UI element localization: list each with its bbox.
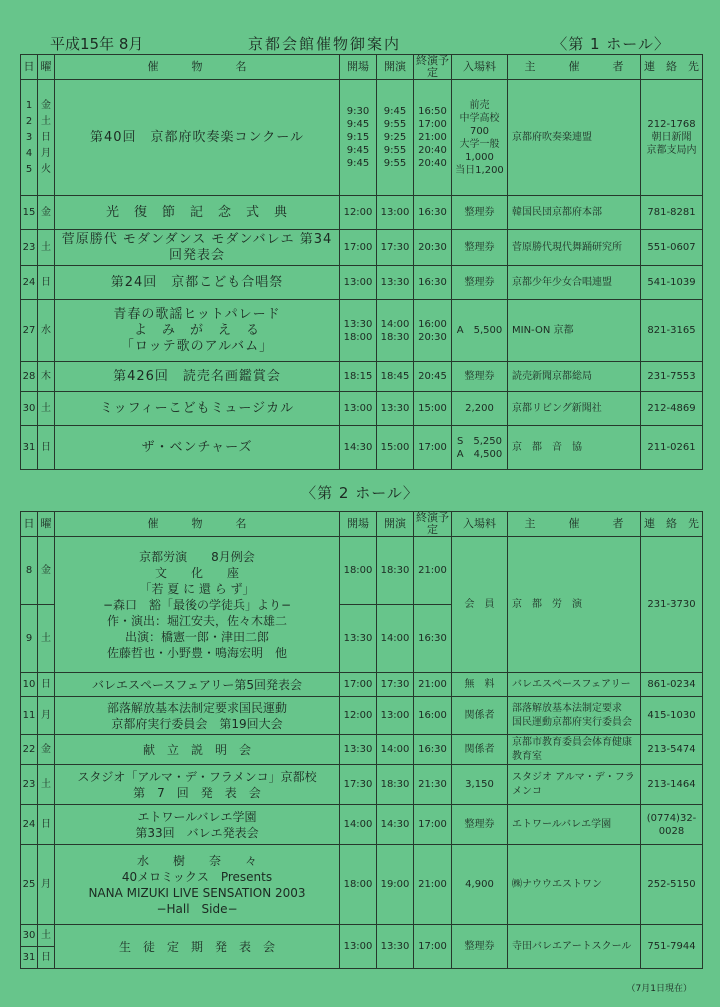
open-time-cell-line: 9:15 <box>346 132 370 143</box>
table-row <box>21 230 703 266</box>
organizer-cell: 京都少年少女合唱連盟 <box>508 266 641 300</box>
fee-cell: 整理券 <box>452 266 508 300</box>
day-cell-line: 3 <box>25 131 33 143</box>
day-cell: 15 <box>21 196 38 230</box>
fee-cell: 整理券 <box>452 362 508 392</box>
contact-cell <box>641 80 703 196</box>
contact-cell: 212-4869 <box>641 392 703 426</box>
end-time-cell-line: 17:00 <box>418 119 447 130</box>
table-row <box>21 673 703 697</box>
end-time-cell: 16:30 <box>414 605 452 673</box>
day-cell: 10 <box>21 673 38 697</box>
open-time-cell: 18:15 <box>340 362 377 392</box>
open-time-cell: 18:00 <box>340 537 377 605</box>
table-row <box>21 805 703 845</box>
event-name-cell: 第40回 京都府吹奏楽コンクール <box>55 80 340 196</box>
column-header: 連 絡 先 <box>641 512 703 537</box>
organizer-cell: 京 都 音 協 <box>508 426 641 470</box>
event-name-cell: 献 立 説 明 会 <box>55 735 340 765</box>
open-time-cell: 14:00 <box>340 805 377 845</box>
start-time-cell: 13:30 <box>377 392 414 426</box>
event-name-cell-line: エトワールバレエ学園 <box>137 809 257 824</box>
open-time-cell: 13:30 <box>340 735 377 765</box>
contact-cell-line: 朝日新聞 <box>651 132 692 143</box>
event-name-cell-line: 40メロミックス Presents <box>121 869 273 884</box>
organizer-cell: スタジオ アルマ・デ・フラメンコ <box>508 765 641 805</box>
event-name-cell-line: 京都労演 8月例会 <box>139 549 255 564</box>
start-time-cell: 14:30 <box>377 805 414 845</box>
day-cell: 22 <box>21 735 38 765</box>
open-time-cell: 17:30 <box>340 765 377 805</box>
hall1-table <box>20 54 703 470</box>
start-time-cell: 13:00 <box>377 697 414 735</box>
column-header: 終演予定 <box>414 512 452 537</box>
fee-cell <box>452 80 508 196</box>
table-row <box>21 537 703 605</box>
event-name-cell-line: 青春の歌謡ヒットパレード <box>113 306 281 322</box>
open-time-cell <box>340 80 377 196</box>
organizer-cell: MIN-ON 京都 <box>508 300 641 362</box>
event-name-cell-line: NANA MIZUKI LIVE SENSATION 2003 <box>88 885 306 900</box>
start-time-cell: 17:30 <box>377 673 414 697</box>
table-row <box>21 362 703 392</box>
day-cell: 30 <box>21 925 38 947</box>
event-name-cell-line: よ み が え る <box>133 322 260 338</box>
fee-cell-line: S 5,250 <box>457 435 502 447</box>
end-time-cell: 16:30 <box>414 196 452 230</box>
fee-cell: 整理券 <box>452 230 508 266</box>
open-time-cell: 12:00 <box>340 196 377 230</box>
weekday-cell-line: 火 <box>41 163 51 175</box>
day-cell: 30 <box>21 392 38 426</box>
column-header: 連 絡 先 <box>641 55 703 80</box>
organizer-cell-line: 部落解放基本法制定要求 <box>512 702 622 714</box>
open-time-cell <box>340 300 377 362</box>
organizer-cell: 韓国民団京都府本部 <box>508 196 641 230</box>
event-name-cell <box>55 845 340 925</box>
weekday-cell: 月 <box>38 845 55 925</box>
fee-cell-line: 中学高校 700 <box>459 112 510 137</box>
open-time-cell-line: 9:45 <box>346 158 370 169</box>
table-row <box>21 196 703 230</box>
start-time-cell-line: 9:55 <box>383 145 407 156</box>
weekday-cell: 金 <box>38 537 55 605</box>
open-time-cell-line: 18:00 <box>343 331 373 343</box>
table-row <box>21 765 703 805</box>
contact-cell-line: 京都支局内 <box>646 145 697 156</box>
organizer-cell <box>508 697 641 735</box>
event-name-cell: 第426回 読売名画鑑賞会 <box>55 362 340 392</box>
page-title: 京都会館催物御案内 <box>248 35 402 53</box>
fee-cell: 4,900 <box>452 845 508 925</box>
organizer-cell: バレエスペースフェアリー <box>508 673 641 697</box>
end-time-cell-line: 16:50 <box>418 106 447 117</box>
contact-cell: 213-1464 <box>641 765 703 805</box>
start-time-cell-line: 9:55 <box>383 158 407 169</box>
start-time-cell: 19:00 <box>377 845 414 925</box>
column-header: 開場 <box>340 512 377 537</box>
column-header: 主 催 者 <box>508 55 641 80</box>
event-name-cell-line: 「若 夏 に 還 ら ず」 <box>139 581 255 596</box>
end-time-cell: 16:30 <box>414 735 452 765</box>
contact-cell: (0774)32-0028 <box>641 805 703 845</box>
event-name-cell-line: 作・演出：堀江安夫，佐々木雄二 <box>106 613 287 628</box>
contact-cell-line: 212-1768 <box>647 119 696 130</box>
day-cell: 31 <box>21 947 38 969</box>
open-time-cell: 13:00 <box>340 925 377 969</box>
table-row <box>21 392 703 426</box>
weekday-cell: 土 <box>38 605 55 673</box>
day-cell: 11 <box>21 697 38 735</box>
day-cell: 27 <box>21 300 38 362</box>
day-cell: 25 <box>21 845 38 925</box>
start-time-cell: 13:30 <box>377 925 414 969</box>
fee-cell: 整理券 <box>452 196 508 230</box>
start-time-cell: 18:45 <box>377 362 414 392</box>
weekday-cell-line: 土 <box>41 115 51 127</box>
event-name-cell: 第24回 京都こども合唱祭 <box>55 266 340 300</box>
contact-cell: 751-7944 <box>641 925 703 969</box>
weekday-cell: 日 <box>38 266 55 300</box>
fee-cell: 2,200 <box>452 392 508 426</box>
open-time-cell: 18:00 <box>340 845 377 925</box>
fee-cell: 整理券 <box>452 925 508 969</box>
open-time-cell: 13:00 <box>340 392 377 426</box>
column-header: 日 <box>21 55 38 80</box>
table-row <box>21 925 703 947</box>
day-cell-line: 4 <box>25 147 33 159</box>
organizer-cell: 京都市教育委員会体育健康教育室 <box>508 735 641 765</box>
fee-cell: A 5,500 <box>452 300 508 362</box>
organizer-cell-line: 国民運動京都府実行委員会 <box>512 716 632 728</box>
table-row <box>21 80 703 196</box>
contact-cell: 781-8281 <box>641 196 703 230</box>
open-time-cell-line: 9:45 <box>346 119 370 130</box>
table-row <box>21 735 703 765</box>
start-time-cell: 14:00 <box>377 605 414 673</box>
event-name-cell-line: 「ロッテ歌のアルバム」 <box>120 338 274 354</box>
end-time-cell-line: 21:00 <box>418 132 447 143</box>
day-cell: 23 <box>21 765 38 805</box>
event-name-cell <box>55 300 340 362</box>
end-time-cell: 21:00 <box>414 673 452 697</box>
end-time-cell: 21:00 <box>414 537 452 605</box>
event-name-cell-line: −森口 豁「最後の学徒兵」より− <box>102 597 292 612</box>
event-name-cell: ミッフィーこどもミュージカル <box>55 392 340 426</box>
column-header: 終演予定 <box>414 55 452 80</box>
start-time-cell: 14:00 <box>377 735 414 765</box>
open-time-cell: 17:00 <box>340 673 377 697</box>
open-time-cell: 14:30 <box>340 426 377 470</box>
weekday-cell: 月 <box>38 697 55 735</box>
organizer-cell: ㈱ナウウエストワン <box>508 845 641 925</box>
day-cell: 9 <box>21 605 38 673</box>
event-name-cell-line: 京都府実行委員会 第19回大会 <box>111 716 283 731</box>
day-cell-line: 1 <box>25 99 33 111</box>
open-time-cell-line: 13:30 <box>343 318 373 330</box>
organizer-cell: 京都府吹奏楽連盟 <box>508 80 641 196</box>
event-name-cell-line: 文 化 座 <box>154 565 239 580</box>
open-time-cell-line: 9:30 <box>346 106 370 117</box>
weekday-cell: 土 <box>38 230 55 266</box>
contact-cell: 231-3730 <box>641 537 703 673</box>
end-time-cell-line: 20:40 <box>418 158 447 169</box>
column-header: 開演 <box>377 55 414 80</box>
column-header: 曜 <box>38 512 55 537</box>
weekday-cell-line: 日 <box>41 131 51 143</box>
event-name-cell-line: 部落解放基本法制定要求国民運動 <box>106 700 287 715</box>
fee-cell-line: 当日1,200 <box>455 164 504 176</box>
fee-cell: 関係者 <box>452 735 508 765</box>
end-time-cell: 21:30 <box>414 765 452 805</box>
open-time-cell: 13:00 <box>340 266 377 300</box>
event-name-cell <box>55 697 340 735</box>
start-time-cell-line: 9:55 <box>383 119 407 130</box>
end-time-cell: 17:00 <box>414 805 452 845</box>
event-name-cell-line: 水 樹 奈 々 <box>136 853 257 868</box>
weekday-cell: 土 <box>38 765 55 805</box>
organizer-cell: 菅原勝代現代舞踊研究所 <box>508 230 641 266</box>
open-time-cell-line: 9:45 <box>346 145 370 156</box>
day-cell <box>21 80 38 196</box>
contact-cell: 861-0234 <box>641 673 703 697</box>
day-cell-line: 2 <box>25 115 33 127</box>
end-time-cell: 15:00 <box>414 392 452 426</box>
start-time-cell: 18:30 <box>377 765 414 805</box>
day-cell: 24 <box>21 805 38 845</box>
event-name-cell: 菅原勝代 モダンダンス モダンバレエ 第34回発表会 <box>55 230 340 266</box>
event-name-cell-line: 第 7 回 発 表 会 <box>133 785 261 800</box>
contact-cell: 541-1039 <box>641 266 703 300</box>
hall2-title: 〈第 2 ホール〉 <box>301 484 419 502</box>
start-time-cell <box>377 300 414 362</box>
day-cell: 28 <box>21 362 38 392</box>
weekday-cell: 水 <box>38 300 55 362</box>
event-name-cell-line: 出演：橋憲一郎・津田二郎 <box>124 629 269 644</box>
open-time-cell: 13:30 <box>340 605 377 673</box>
fee-cell-line: 前売 <box>469 99 490 111</box>
event-name-cell: ザ・ベンチャーズ <box>55 426 340 470</box>
fee-cell-line: A 4,500 <box>456 448 503 460</box>
end-time-cell-line: 16:00 <box>418 318 447 330</box>
fee-cell: 会 員 <box>452 537 508 673</box>
organizer-cell: エトワールバレエ学園 <box>508 805 641 845</box>
hall1-title: 〈第 1 ホール〉 <box>552 35 670 53</box>
table-row <box>21 300 703 362</box>
weekday-cell: 日 <box>38 805 55 845</box>
organizer-cell: 寺田バレエアートスクール <box>508 925 641 969</box>
start-time-cell: 18:30 <box>377 537 414 605</box>
event-name-cell-line: スタジオ「アルマ・デ・フラメンコ」京都校 <box>77 769 317 784</box>
weekday-cell: 日 <box>38 947 55 969</box>
fee-cell: 無 料 <box>452 673 508 697</box>
fee-cell-line: 大学一般1,000 <box>459 138 500 163</box>
contact-cell: 252-5150 <box>641 845 703 925</box>
start-time-cell-line: 18:30 <box>380 331 410 343</box>
table-header <box>21 55 703 80</box>
end-time-cell: 17:00 <box>414 426 452 470</box>
end-time-cell-line: 20:40 <box>418 145 447 156</box>
table-row <box>21 845 703 925</box>
contact-cell: 821-3165 <box>641 300 703 362</box>
weekday-cell-line: 金 <box>41 99 51 111</box>
column-header: 催 物 名 <box>55 55 340 80</box>
column-header: 主 催 者 <box>508 512 641 537</box>
end-time-cell: 21:00 <box>414 845 452 925</box>
day-cell-line: 5 <box>25 163 33 175</box>
contact-cell: 211-0261 <box>641 426 703 470</box>
start-time-cell: 17:30 <box>377 230 414 266</box>
weekday-cell: 木 <box>38 362 55 392</box>
column-header: 日 <box>21 512 38 537</box>
weekday-cell: 日 <box>38 426 55 470</box>
end-time-cell <box>414 300 452 362</box>
start-time-cell-line: 14:00 <box>380 318 410 330</box>
column-header: 催 物 名 <box>55 512 340 537</box>
weekday-cell: 土 <box>38 392 55 426</box>
footer-note: （7月1日現在） <box>626 984 692 994</box>
start-time-cell: 15:00 <box>377 426 414 470</box>
start-time-cell-line: 9:45 <box>383 106 407 117</box>
end-time-cell: 16:30 <box>414 266 452 300</box>
weekday-cell: 土 <box>38 925 55 947</box>
event-name-cell <box>55 805 340 845</box>
day-cell: 8 <box>21 537 38 605</box>
start-time-cell: 13:30 <box>377 266 414 300</box>
column-header: 曜 <box>38 55 55 80</box>
fee-cell <box>452 426 508 470</box>
organizer-cell: 読売新聞京都総局 <box>508 362 641 392</box>
day-cell: 23 <box>21 230 38 266</box>
table-row <box>21 266 703 300</box>
start-time-cell <box>377 80 414 196</box>
column-header: 入場料 <box>452 55 508 80</box>
table-row <box>21 697 703 735</box>
event-name-cell: 光 復 節 記 念 式 典 <box>55 196 340 230</box>
event-name-cell: バレエスペースフェアリー第5回発表会 <box>55 673 340 697</box>
start-time-cell-line: 9:25 <box>383 132 407 143</box>
table-row <box>21 426 703 470</box>
organizer-cell: 京 都 労 演 <box>508 537 641 673</box>
fee-cell: 整理券 <box>452 805 508 845</box>
end-time-cell <box>414 80 452 196</box>
open-time-cell: 12:00 <box>340 697 377 735</box>
end-time-cell: 20:45 <box>414 362 452 392</box>
contact-cell: 213-5474 <box>641 735 703 765</box>
weekday-cell <box>38 80 55 196</box>
contact-cell: 551-0607 <box>641 230 703 266</box>
event-name-cell-line: −Hall Side− <box>156 901 238 916</box>
event-name-cell-line: 第33回 バレエ発表会 <box>135 825 259 840</box>
event-name-cell <box>55 765 340 805</box>
column-header: 入場料 <box>452 512 508 537</box>
weekday-cell: 金 <box>38 735 55 765</box>
event-name-cell <box>55 537 340 673</box>
weekday-cell-line: 月 <box>41 147 51 159</box>
column-header: 開演 <box>377 512 414 537</box>
header-date: 平成15年 8月 <box>50 35 144 53</box>
end-time-cell: 17:00 <box>414 925 452 969</box>
fee-cell: 関係者 <box>452 697 508 735</box>
fee-cell: 3,150 <box>452 765 508 805</box>
event-name-cell: 生 徒 定 期 発 表 会 <box>55 925 340 969</box>
contact-cell: 231-7553 <box>641 362 703 392</box>
table-header <box>21 512 703 537</box>
organizer-cell: 京都リビング新聞社 <box>508 392 641 426</box>
end-time-cell: 16:00 <box>414 697 452 735</box>
hall2-table <box>20 511 703 969</box>
start-time-cell: 13:00 <box>377 196 414 230</box>
day-cell: 24 <box>21 266 38 300</box>
header <box>20 33 710 53</box>
weekday-cell: 金 <box>38 196 55 230</box>
contact-cell: 415-1030 <box>641 697 703 735</box>
end-time-cell-line: 20:30 <box>418 331 447 343</box>
column-header: 開場 <box>340 55 377 80</box>
event-name-cell-line: 佐藤哲也・小野豊・鳴海宏明 他 <box>106 645 287 660</box>
end-time-cell: 20:30 <box>414 230 452 266</box>
open-time-cell: 17:00 <box>340 230 377 266</box>
weekday-cell: 日 <box>38 673 55 697</box>
day-cell: 31 <box>21 426 38 470</box>
